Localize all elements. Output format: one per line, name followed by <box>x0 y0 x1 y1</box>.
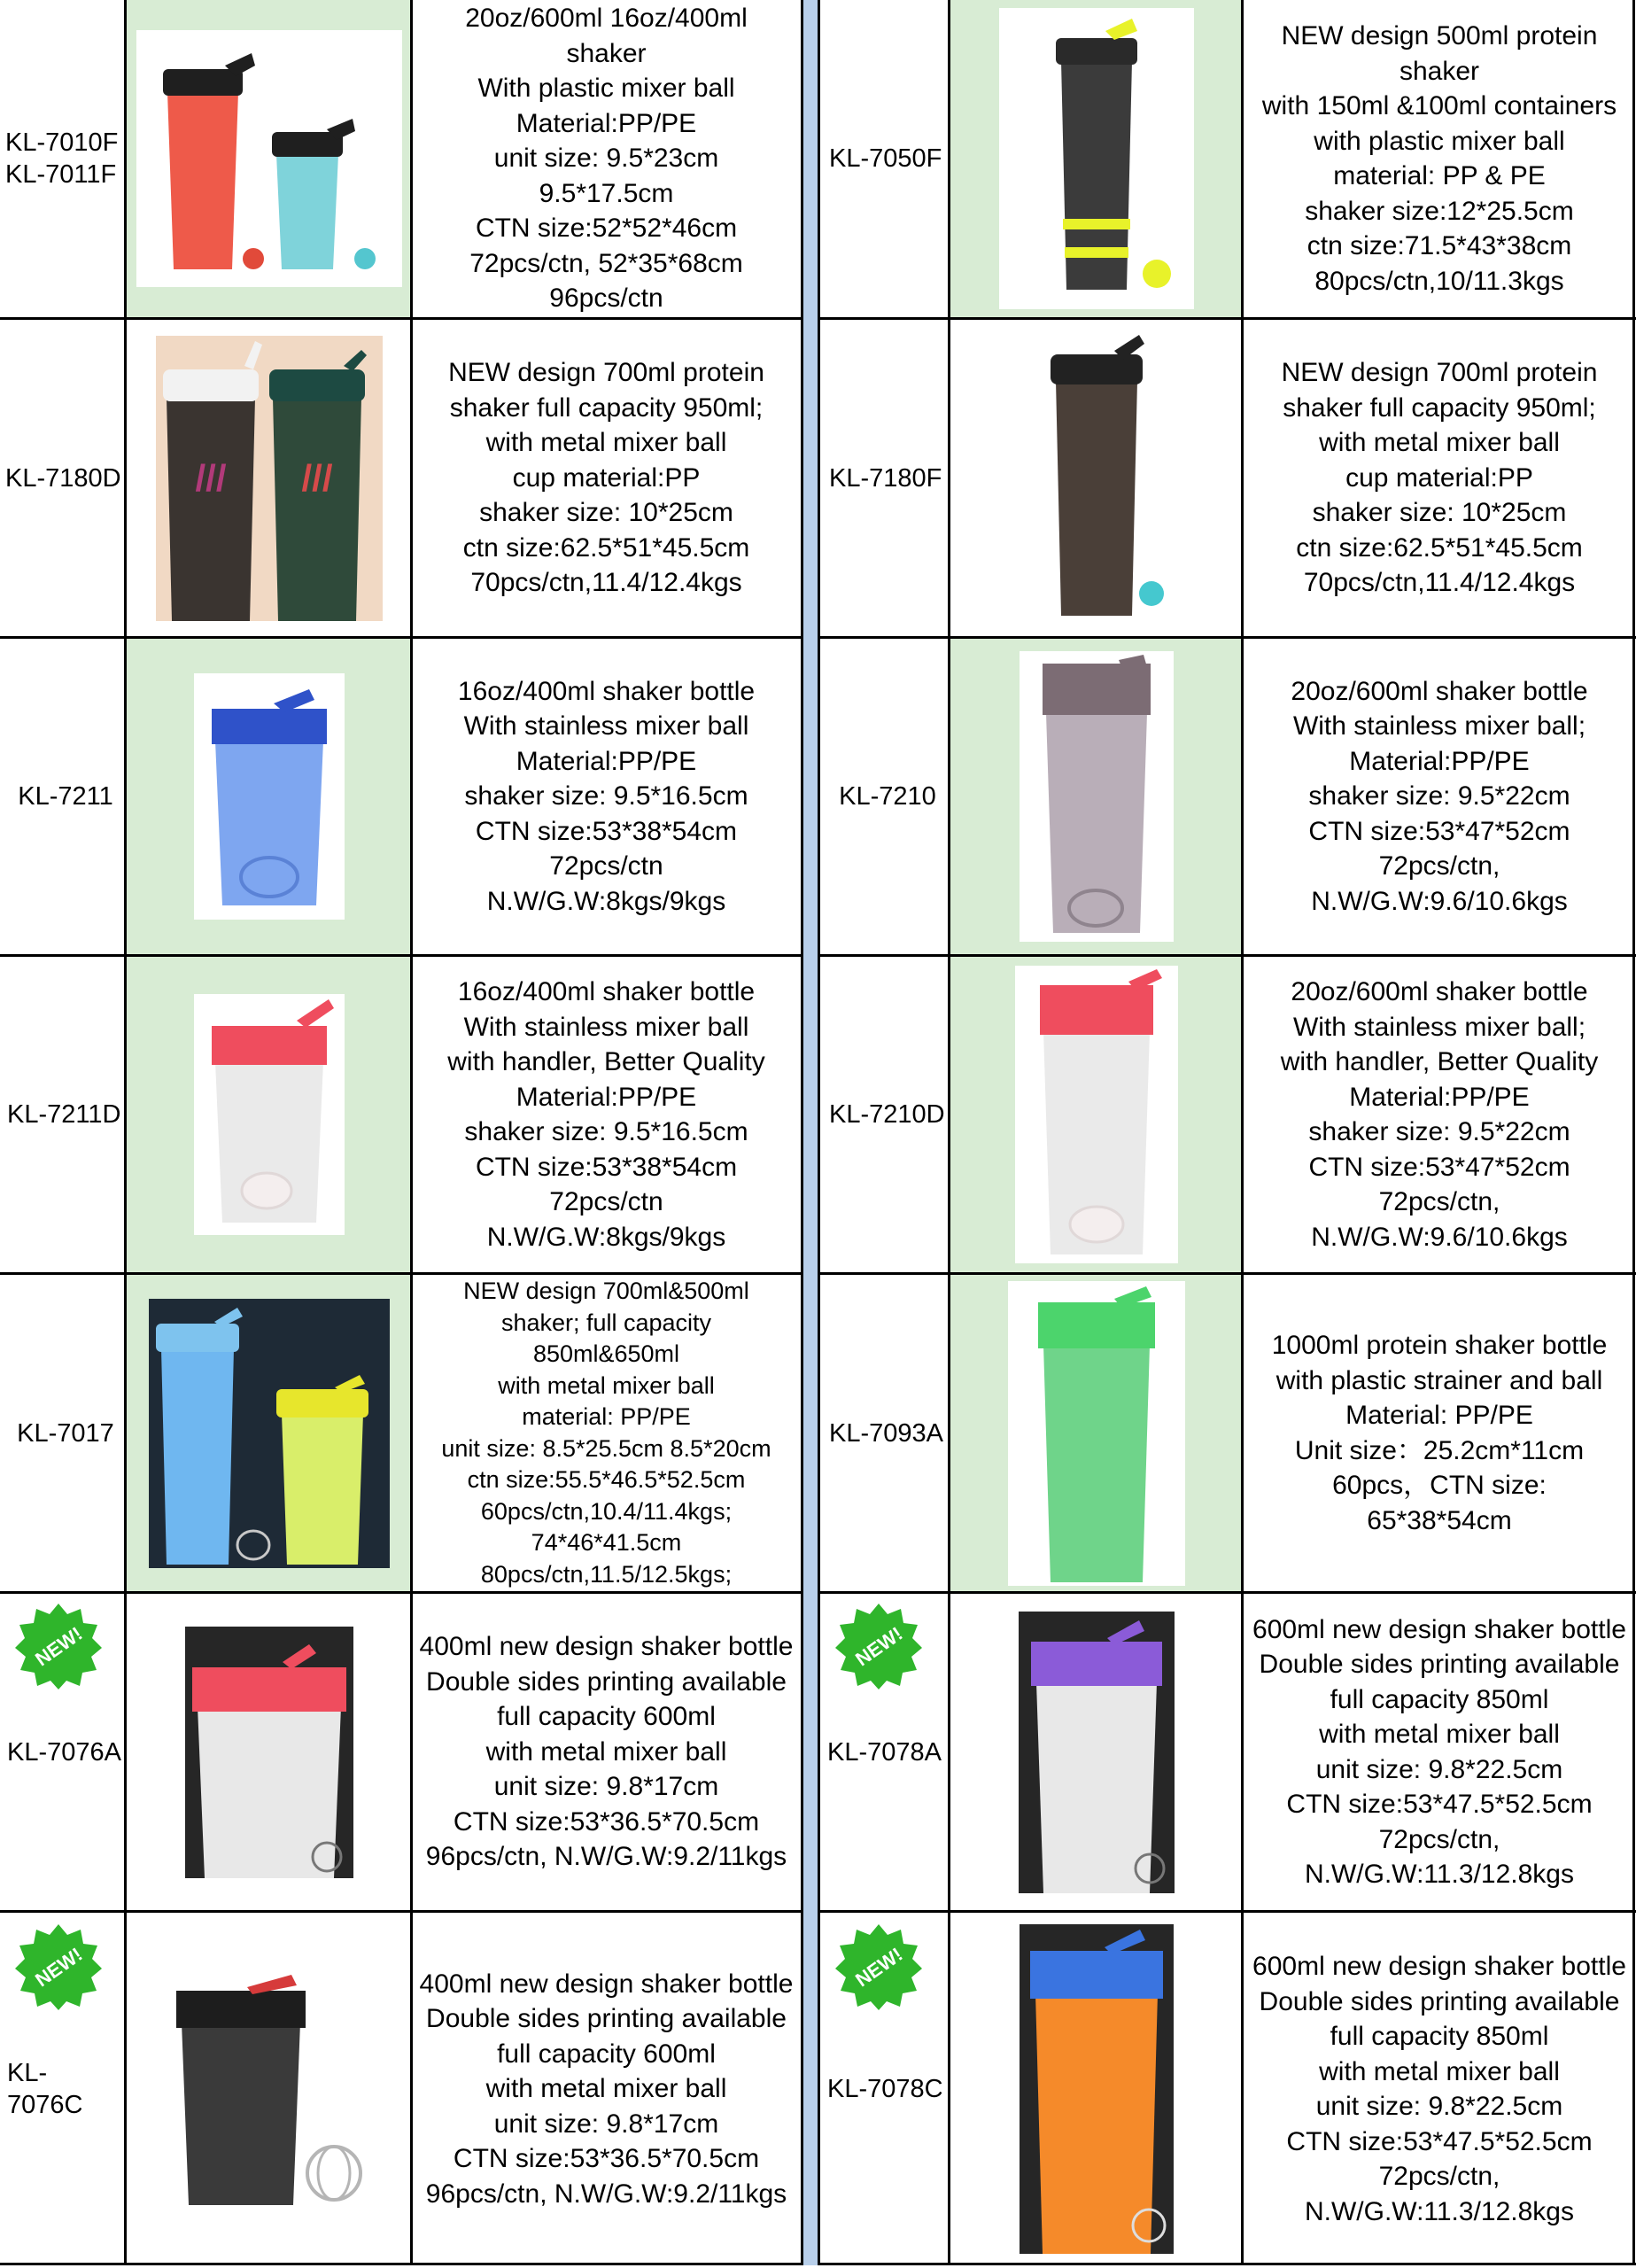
product-photo <box>156 336 383 621</box>
item-code: KL-7210 <box>839 782 936 811</box>
column-separator <box>410 0 413 2265</box>
product-photo <box>1020 1924 1174 2254</box>
item-description: 16oz/400ml shaker bottle With stainless mixer ball Material:PP/PE shaker size: 9.5*16.5cm CTN size:53*38*54cm 72pcs/ctn N.W/G.W:8kgs/9kgs <box>457 676 756 916</box>
new-badge-icon <box>834 1602 923 1690</box>
new-badge-icon <box>834 1922 923 2011</box>
badge-label: NEW! <box>851 1943 907 1992</box>
item-description: 600ml new design shaker bottle Double sides printing available full capacity 850ml with metal mixer ball unit size: 9.8*22.5cm CTN size:53*47.5*52.5cm 72pcs/ctn, N.W/G.W:11.3/12.8kgs <box>1252 1952 1626 2226</box>
product-image-cell <box>126 639 412 954</box>
product-photo <box>136 30 402 287</box>
item-code: KL-7180D <box>5 463 121 493</box>
product-image-cell <box>126 1275 412 1591</box>
new-badge-icon <box>14 1602 103 1690</box>
badge-label: NEW! <box>31 1943 87 1992</box>
badge-label: NEW! <box>851 1622 907 1671</box>
product-image-cell <box>126 957 412 1272</box>
product-photo <box>1019 1612 1175 1893</box>
product-photo <box>149 1299 390 1568</box>
product-image-cell <box>950 1594 1243 1910</box>
product-image-cell <box>126 320 412 636</box>
product-photo <box>1015 966 1178 1263</box>
product-photo <box>194 994 345 1235</box>
product-photo <box>1008 1281 1185 1586</box>
item-description: 400ml new design shaker bottle Double sides printing available full capacity 600ml with metal mixer ball unit size: 9.8*17cm CTN size:53*36.5*70.5cm 96pcs/ctn, N.W/G.W:9.2/11kgs <box>419 1632 794 1872</box>
column-separator <box>1632 0 1635 2265</box>
item-description: 16oz/400ml shaker bottle With stainless mixer ball with handler, Better Quality Material:PP/PE shaker size: 9.5*16.5cm CTN size:53*38*54cm 72pcs/ctn N.W/G.W:8kgs/9kgs <box>447 977 765 1252</box>
item-description: NEW design 700ml&500ml shaker; full capacity 850ml&650ml with metal mixer ball material: PP/PE unit size: 8.5*25.5cm 8.5*20cm ctn size:55.5*46.5*52.5cm 60pcs/ctn,10.4/11.4kgs; 74*46*41.5cm 80pcs/ctn,11.5/12.5kgs; <box>441 1278 771 1588</box>
item-code: KL-7078A <box>827 1737 942 1767</box>
mixer-ball <box>354 248 376 269</box>
product-image-cell <box>950 320 1243 636</box>
brand-logo: /// <box>300 456 333 499</box>
product-photo <box>194 673 345 920</box>
product-photo <box>167 1969 371 2209</box>
item-code: KL-7010F KL-7011F <box>5 128 119 189</box>
item-code: KL-7211 <box>18 782 113 811</box>
item-description: 600ml new design shaker bottle Double sides printing available full capacity 850ml with metal mixer ball unit size: 9.8*22.5cm CTN size:53*47.5*52.5cm 72pcs/ctn, N.W/G.W:11.3/12.8kgs <box>1252 1614 1626 1889</box>
item-description: 1000ml protein shaker bottle with plastic strainer and ball Material: PP/PE Unit size：25.2cm*11cm 60pcs，CTN size: 65*38*54cm <box>1271 1331 1608 1535</box>
badge-label: NEW! <box>31 1622 87 1671</box>
product-photo <box>1020 651 1174 942</box>
product-image-cell <box>950 957 1243 1272</box>
item-description: 20oz/600ml shaker bottle With stainless mixer ball; with handler, Better Quality Material:PP/PE shaker size: 9.5*22cm CTN size:53*47*52cm 72pcs/ctn, N.W/G.W:9.6/10.6kgs <box>1280 977 1599 1252</box>
mixer-ball <box>243 248 264 269</box>
item-code: KL-7017 <box>17 1418 114 1448</box>
column-separator <box>948 0 950 2265</box>
brand-logo: /// <box>194 456 227 499</box>
new-badge-icon <box>14 1922 103 2011</box>
item-description: 20oz/600ml 16oz/400ml shaker With plastic mixer ball Material:PP/PE unit size: 9.5*23cm 9.5*17.5cm CTN size:52*52*46cm 72pcs/ctn, 52*35*68cm 96pcs/ctn <box>465 4 748 314</box>
item-code: KL-7180F <box>829 463 942 493</box>
item-description: NEW design 700ml protein shaker full capacity 950ml; with metal mixer ball cup material:PP shaker size: 10*25cm ctn size:62.5*51*45.5cm 70pcs/ctn,11.4/12.4kgs <box>1281 358 1598 598</box>
item-code: KL-7211D <box>7 1100 121 1129</box>
item-code: KL-7050F <box>829 144 942 173</box>
item-description: NEW design 700ml protein shaker full capacity 950ml; with metal mixer ball cup material:PP shaker size: 10*25cm ctn size:62.5*51*45.5cm 70pcs/ctn,11.4/12.4kgs <box>448 358 764 598</box>
product-photo <box>999 8 1194 309</box>
product-photo <box>185 1627 353 1878</box>
product-photo <box>1008 328 1185 629</box>
item-description: 400ml new design shaker bottle Double sides printing available full capacity 600ml with metal mixer ball unit size: 9.8*17cm CTN size:53*36.5*70.5cm 96pcs/ctn, N.W/G.W:9.2/11kgs <box>419 1969 794 2209</box>
item-code: KL-7093A <box>829 1418 943 1448</box>
product-image-cell <box>126 0 412 317</box>
item-description: NEW design 500ml protein shaker with 150ml &100ml containers with plastic mixer ball material: PP & PE shaker size:12*25.5cm ctn size:71.5*43*38cm 80pcs/ctn,10/11.3kgs <box>1261 21 1617 296</box>
product-image-cell <box>950 1275 1243 1591</box>
item-code: KL- 7076C <box>7 2059 83 2119</box>
product-image-cell <box>950 1913 1243 2265</box>
product-image-cell <box>126 1594 412 1910</box>
product-image-cell <box>950 0 1243 317</box>
column-separator <box>124 0 127 2265</box>
item-code: KL-7078C <box>827 2075 943 2103</box>
item-code: KL-7076A <box>7 1737 121 1767</box>
product-image-cell <box>950 639 1243 954</box>
item-code: KL-7210D <box>829 1100 945 1129</box>
column-separator <box>1241 0 1244 2265</box>
center-divider <box>801 0 820 2265</box>
product-image-cell <box>126 1913 412 2265</box>
item-description: 20oz/600ml shaker bottle With stainless mixer ball; Material:PP/PE shaker size: 9.5*22cm CTN size:53*47*52cm 72pcs/ctn, N.W/G.W:9.6/10.6kgs <box>1291 676 1588 916</box>
